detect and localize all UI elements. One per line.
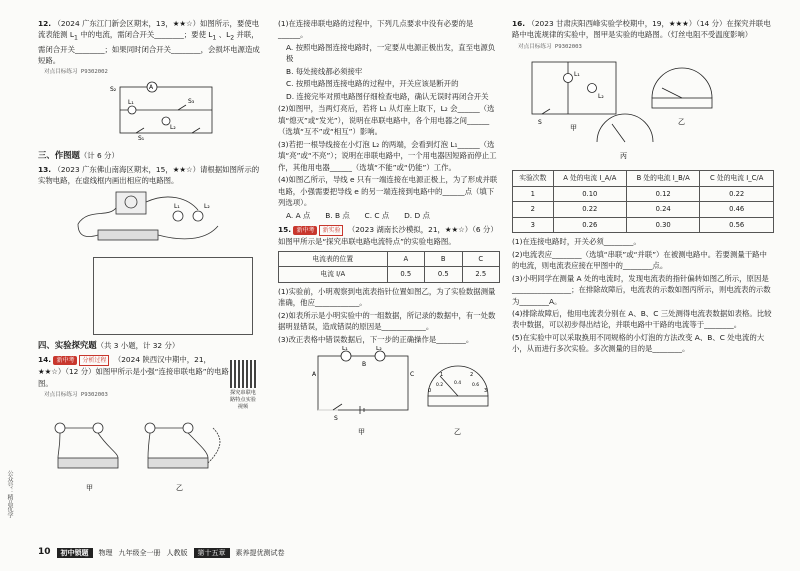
footer-grade: 九年级全一册: [118, 548, 161, 557]
q12-text: 12. （2024 广东江门新会区期末，13，★★☆）如图所示，要使电流表能测 $L_1$ 中的电流，需闭合开关________；要使 $L_1$ 、$L_2$ 并联，需闭合开关________；如果同时闭合开关________，会损坏电源造成短路。: [38, 19, 260, 65]
q15-meter-tick-2: 2: [470, 372, 474, 379]
q15-meter-tick-04: 0.4: [454, 381, 462, 387]
table-row: 2 0.22 0.24 0.46: [513, 202, 774, 218]
page-number: 10: [38, 547, 51, 558]
q14-badge-2: 分析过程: [79, 355, 109, 366]
q16-text: 16. （2023 甘肃庆阳西峰实验学校期中，19，★★★）（14 分）在探究并联电路中电流规律的实验中，图甲是实验的电路图。（灯丝电阻不受温度影响）: [512, 19, 771, 40]
q15-meter-tick-0: 0: [428, 388, 432, 395]
q13-answer-dashed-box[interactable]: [93, 257, 253, 335]
q15-part-3: (3)改正表格中错误数据后，下一步的正确操作是________。: [278, 334, 474, 344]
table-row: 3 0.26 0.30 0.56: [513, 217, 774, 233]
q14-option-d: D. 连接完毕对照电路图仔细检查电路，确认无误时再闭合开关: [286, 91, 489, 101]
q16-label-bing: 丙: [620, 151, 627, 160]
q15-label-l2: L₂: [376, 346, 382, 353]
q15-label-jia: 甲: [358, 428, 365, 437]
q16-tag: 对点目标练习 P9302003: [518, 43, 582, 50]
q16-data-table: [512, 170, 774, 233]
q14-option-b: B. 每处接线都必须接牢: [286, 66, 363, 76]
q15-label-s: S: [334, 415, 338, 423]
q15-figure: [278, 346, 500, 441]
q13-physical-circuit-figure: [68, 188, 238, 250]
footer-paper: 素养提优测试卷: [235, 548, 285, 557]
q12-label-l1: L₁: [128, 99, 134, 107]
q15-label-c: C: [410, 371, 415, 379]
footer-unit: 第十五章: [194, 548, 230, 559]
table-row: 1 0.10 0.12 0.22: [513, 186, 774, 202]
q15-meter-tick-02: 0.2: [436, 383, 444, 389]
q16-figures: [512, 54, 774, 164]
section-4-title: 四、实验探究题（共 3 小题，计 32 分）: [38, 339, 180, 350]
q15-part-1: (1)实验前，小明观察到电流表指针位置如图乙，为了实验数据测量准确，他应____________。: [278, 286, 496, 308]
q16-label-s: S: [538, 118, 542, 126]
q12-label-l2: L₂: [170, 124, 176, 132]
page-footer: [38, 546, 318, 560]
q14-part-4: (4)如图乙所示，导线 e 只有一端连接在电源正极上，为了形成并联电路，小强需要把导线 e 的另一端连接到电路中的______点（填下列选项）。: [278, 175, 498, 208]
q12-label-s2: S₂: [110, 86, 117, 94]
table-row: 电流表的位置 A B C: [279, 251, 500, 267]
q15-label-yi: 乙: [454, 428, 461, 437]
q14-circuit-figure: [38, 408, 238, 498]
q15-meter-tick-06: 0.6: [472, 383, 480, 389]
q15-label-b: B: [362, 361, 367, 369]
q16-part-5: (5)在实验中可以采取换用不同规格的小灯泡的方法改变 A、B、C 处电流的大小，从而进行多次实验。多次测量的目的是________。: [512, 332, 765, 354]
q15-part-2: (2)如表所示是小明实验中的一组数据，所记录的数据中，有一处数据明显错误，造成错误的原因是____________。: [278, 310, 496, 332]
q13-label-l1: L₁: [174, 202, 180, 210]
q14-label-yi: 乙: [176, 483, 183, 492]
q14-option-a: A. 按照电路图连接电路时，一定要从电源正极出发，直至电源负极: [286, 42, 496, 64]
q16-label-jia: 甲: [570, 123, 577, 132]
qr-caption: 探究串联电路特点实验视频: [230, 390, 256, 410]
q16-label-l1: L₁: [574, 70, 580, 78]
q15-meter-tick-1: 1: [440, 372, 444, 379]
q14-part-1: (1)在连接串联电路的过程中，下列几点要求中没有必要的是______。: [278, 19, 474, 40]
q14-part-2: (2)如图甲，当两灯亮后，若将 L₁ 从灯座上取下，L₂ 会______（选填“熄灭”或“发光”），说明在串联电路中，各个用电器之间______（选填“互不”或“相互”）影响。: [278, 104, 495, 137]
q16-label-l2: L₂: [598, 92, 604, 100]
q16-part-1: (1)在连接电路时，开关必须________。: [512, 237, 641, 247]
q14-part-4-options: A. A 点 B. B 点 C. C 点 D. D 点: [286, 210, 430, 220]
q13-label-l2: L₂: [204, 202, 210, 210]
q14-tag: 对点目标练习 P9302003: [44, 392, 108, 399]
footer-edition: 人教版: [166, 548, 188, 557]
q16-part-4: (4)排除故障后，他用电流表分别在 A、B、C 三处测得电流表数据如表格。比较表中数据，可以初步得出结论，并联电路中干路的电流等于________。: [512, 309, 772, 330]
q14-label-jia: 甲: [86, 483, 93, 492]
q15-label-a: A: [312, 371, 317, 379]
q14-part-3: (3)若把一根导线接在小灯泡 L₂ 的两端，会看到灯泡 L₁______（选填“亮”或“不亮”）；说明在串联电路中，一个用电器因短路而停止工作，其他用电器______（选填“不能”或“仍能”）工作。: [278, 139, 497, 172]
q12-tag: 对点目标练习 P9302002: [44, 69, 108, 76]
table-row: 实验次数 A 处的电流 I_A/A B 处的电流 I_B/A C 处的电流 I_C/A: [513, 171, 774, 187]
footer-subject: 物理: [98, 548, 113, 557]
q12-label-s3: S₃: [188, 98, 195, 106]
q15-badge-2: 新实验: [319, 225, 343, 236]
q15-badge: 新中考: [293, 226, 317, 235]
q16-label-yi: 乙: [678, 117, 685, 126]
q16-part-3: (3)小明同学在测量 A 处的电流时，发现电流表的指针偏转如图乙所示，原因是________________；在排除故障后，电流表的示数如图丙所示，则电流表的示数为________A。: [512, 273, 771, 306]
q14-badge: 新中考: [53, 356, 77, 365]
q15-meter-tick-3: 3: [484, 388, 488, 395]
q12-label-s1: S₁: [138, 135, 145, 142]
section-3-title: 三、作图题（计 6 分）: [38, 149, 119, 160]
footer-brand: 初中锁题: [57, 548, 93, 559]
side-watermark-note: 公众号：精品优学: [6, 470, 13, 518]
q13-text: 13. （2023 广东佛山南海区期末，15，★★☆）请根据如图所示的实物电路，在虚线框内画出相应的电路图。: [38, 164, 260, 186]
q12-circuit-figure: [108, 79, 228, 141]
q12-label-ammeter: A: [149, 84, 154, 92]
q14-option-c: C. 按照电路图连接电路的过程中，开关应该是断开的: [286, 79, 459, 89]
q15-text: 15. 新中考 新实验 （2023 湖南长沙模拟，21，★★☆）（6 分）如图甲所示是“探究串联电路电流特点”的实验电路图。: [278, 224, 498, 247]
q15-label-l1: L₁: [342, 346, 348, 353]
column-middle: [278, 18, 500, 445]
table-row: 电流 I/A 0.5 0.5 2.5: [279, 267, 500, 283]
column-right: [512, 18, 774, 356]
q15-data-table: [278, 251, 500, 283]
q14-text: 14. 新中考 分析过程 （2024 陕西汉中期中，21，★★☆）（12 分）如图甲所示是小强“连接串联电路”的电路图。: [38, 355, 229, 388]
column-left: [38, 18, 263, 501]
qr-code-icon[interactable]: [230, 360, 258, 388]
q16-part-2: (2)电流表应________（选填“串联”或“并联”）在被测电路中。若要测量干路中的电流，则电流表应接在甲图中的________点。: [512, 249, 767, 271]
